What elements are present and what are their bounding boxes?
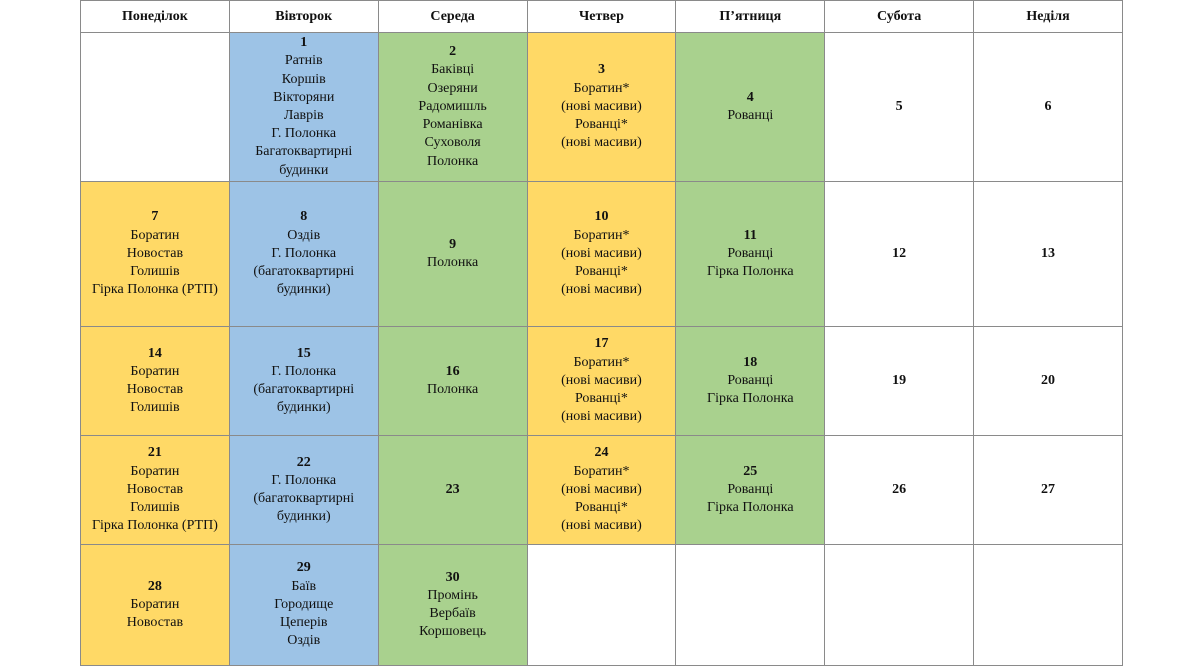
location-name: Баїв — [291, 578, 317, 594]
day-cell-wednesday — [378, 33, 527, 182]
calendar-header — [81, 1, 1123, 33]
location-name: Г. Полонка — [271, 363, 337, 379]
location-name: Рованці — [727, 245, 774, 261]
day-number: 22 — [296, 454, 311, 470]
location-name: Гірка Полонка — [707, 264, 794, 280]
day-cell-saturday — [825, 182, 974, 327]
location-name: будинки) — [276, 509, 331, 525]
day-cell-tuesday — [229, 545, 378, 666]
location-name: Боратин* — [573, 80, 630, 96]
weekday-friday: П’ятниця — [676, 1, 825, 33]
location-name: (нові масиви) — [561, 98, 642, 114]
weekday-sunday: Неділя — [974, 1, 1123, 33]
day-number: 4 — [746, 89, 754, 105]
location-name: Г. Полонка — [271, 472, 337, 488]
location-name: (багатоквартирні — [253, 382, 355, 397]
day-number: 18 — [743, 354, 758, 370]
location-name: (багатоквартирні — [253, 491, 355, 506]
location-name: (нові масиви) — [561, 409, 642, 425]
location-name: Голишів — [130, 400, 180, 416]
location-name: Боратин* — [573, 463, 630, 479]
calendar-body — [81, 33, 1123, 666]
location-name: Голишів — [130, 264, 180, 280]
day-cell-wednesday — [378, 436, 527, 545]
day-cell-thursday — [527, 33, 676, 182]
day-number: 27 — [1041, 481, 1056, 497]
location-name: Г. Полонка — [271, 126, 337, 142]
location-name: Рованці — [727, 372, 774, 388]
calendar-week-row — [81, 436, 1123, 545]
day-cell-sunday — [974, 545, 1123, 666]
location-name: (нові масиви) — [561, 245, 642, 261]
day-cell-monday — [81, 327, 230, 436]
location-name: Рованці* — [574, 117, 628, 133]
schedule-calendar — [80, 0, 1123, 666]
location-name: Коршовець — [419, 624, 487, 640]
location-name: Гірка Полонка (РТП) — [91, 282, 218, 298]
location-name: Г. Полонка — [271, 245, 337, 261]
day-cell-friday — [676, 436, 825, 545]
location-name: (нові масиви) — [561, 518, 642, 534]
location-name: (нові масиви) — [561, 135, 642, 151]
location-name: (нові масиви) — [561, 481, 642, 497]
location-name: Городище — [274, 596, 334, 612]
location-name: Цеперів — [280, 615, 328, 631]
location-name: Боратин* — [573, 354, 630, 370]
day-number: 23 — [445, 481, 460, 497]
calendar-week-row — [81, 545, 1123, 666]
day-cell-saturday — [825, 327, 974, 436]
location-name: Радомишль — [418, 98, 487, 114]
weekday-header-row — [81, 1, 1123, 33]
day-number: 19 — [892, 372, 907, 388]
day-cell-sunday — [974, 436, 1123, 545]
day-cell-wednesday — [378, 327, 527, 436]
day-cell-thursday — [527, 436, 676, 545]
day-number: 30 — [445, 569, 460, 585]
day-number: 24 — [594, 445, 609, 461]
day-number: 14 — [147, 345, 162, 361]
location-name: Багатоквартирні — [255, 144, 353, 160]
day-cell-monday — [81, 33, 230, 182]
location-name: Боратин — [130, 363, 180, 379]
location-name: Рованці* — [574, 500, 628, 516]
day-number: 5 — [895, 98, 903, 114]
weekday-thursday: Четвер — [527, 1, 676, 33]
weekday-saturday: Субота — [825, 1, 974, 33]
location-name: будинки) — [276, 400, 331, 416]
day-cell-tuesday — [229, 327, 378, 436]
day-cell-thursday — [527, 327, 676, 436]
location-name: Полонка — [427, 153, 479, 169]
location-name: Коршів — [281, 71, 326, 87]
day-number: 9 — [449, 236, 457, 252]
day-number: 3 — [597, 62, 605, 78]
location-name: Рованці* — [574, 391, 628, 407]
day-cell-sunday — [974, 33, 1123, 182]
location-name: Промінь — [427, 587, 478, 603]
day-number: 26 — [892, 481, 907, 497]
location-name: Суховоля — [424, 135, 481, 151]
calendar-week-row — [81, 327, 1123, 436]
location-name: Вербаїв — [429, 606, 476, 621]
location-name: Рованці — [727, 481, 774, 497]
day-number: 7 — [151, 209, 159, 225]
day-number: 29 — [296, 560, 311, 576]
location-name: Ратнів — [284, 53, 323, 69]
location-name: Оздів — [287, 633, 321, 649]
location-name: Романівка — [422, 117, 483, 133]
location-name: (багатоквартирні — [253, 264, 355, 280]
day-cell-friday — [676, 33, 825, 182]
calendar-week-row — [81, 182, 1123, 327]
day-number: 16 — [445, 363, 460, 379]
location-name: будинки) — [276, 282, 331, 298]
day-cell-saturday — [825, 436, 974, 545]
day-cell-monday — [81, 436, 230, 545]
day-cell-tuesday — [229, 182, 378, 327]
day-number: 2 — [449, 44, 457, 60]
day-cell-friday — [676, 182, 825, 327]
day-cell-thursday — [527, 545, 676, 666]
location-name: Баківці — [431, 62, 475, 78]
location-name: Оздів — [287, 227, 321, 243]
calendar-week-row — [81, 33, 1123, 182]
location-name: Новостав — [126, 615, 184, 631]
location-name: будинки — [279, 162, 329, 178]
day-cell-wednesday — [378, 545, 527, 666]
day-cell-friday — [676, 327, 825, 436]
day-cell-monday — [81, 182, 230, 327]
day-number: 28 — [147, 578, 162, 594]
day-number: 1 — [300, 35, 308, 51]
location-name: Рованці* — [574, 264, 628, 280]
location-name: Полонка — [427, 382, 479, 397]
location-name: Боратин* — [573, 227, 630, 243]
day-cell-thursday — [527, 182, 676, 327]
day-number: 12 — [892, 245, 907, 261]
day-cell-tuesday — [229, 436, 378, 545]
day-number: 17 — [594, 336, 609, 352]
day-cell-saturday — [825, 545, 974, 666]
weekday-monday: Понеділок — [81, 1, 230, 33]
location-name: Вікторяни — [273, 89, 335, 105]
location-name: Голишів — [130, 500, 180, 516]
day-number: 11 — [743, 227, 757, 243]
day-number: 8 — [300, 209, 308, 225]
day-cell-tuesday — [229, 33, 378, 182]
location-name: Новостав — [126, 245, 184, 261]
location-name: (нові масиви) — [561, 372, 642, 388]
day-number: 10 — [594, 209, 609, 225]
location-name: Боратин — [130, 596, 180, 612]
day-cell-wednesday — [378, 182, 527, 327]
location-name: Новостав — [126, 481, 184, 497]
day-cell-sunday — [974, 327, 1123, 436]
location-name: Рованці — [727, 108, 774, 123]
day-cell-friday — [676, 545, 825, 666]
location-name: (нові масиви) — [561, 282, 642, 298]
day-cell-monday — [81, 545, 230, 666]
location-name: Лаврів — [283, 108, 324, 123]
day-cell-sunday — [974, 182, 1123, 327]
location-name: Озеряни — [427, 80, 478, 96]
location-name: Боратин — [130, 227, 180, 243]
location-name: Гірка Полонка — [707, 500, 794, 516]
day-number: 13 — [1041, 245, 1056, 261]
location-name: Полонка — [427, 255, 479, 270]
weekday-wednesday: Середа — [378, 1, 527, 33]
day-number: 20 — [1041, 372, 1056, 388]
location-name: Гірка Полонка — [707, 391, 794, 407]
day-number: 15 — [296, 345, 311, 361]
day-number: 6 — [1044, 98, 1052, 114]
day-cell-saturday — [825, 33, 974, 182]
location-name: Новостав — [126, 382, 184, 397]
location-name: Гірка Полонка (РТП) — [91, 518, 218, 534]
weekday-tuesday: Вівторок — [229, 1, 378, 33]
day-number: 21 — [147, 445, 162, 461]
day-number: 25 — [743, 463, 758, 479]
location-name: Боратин — [130, 463, 180, 479]
